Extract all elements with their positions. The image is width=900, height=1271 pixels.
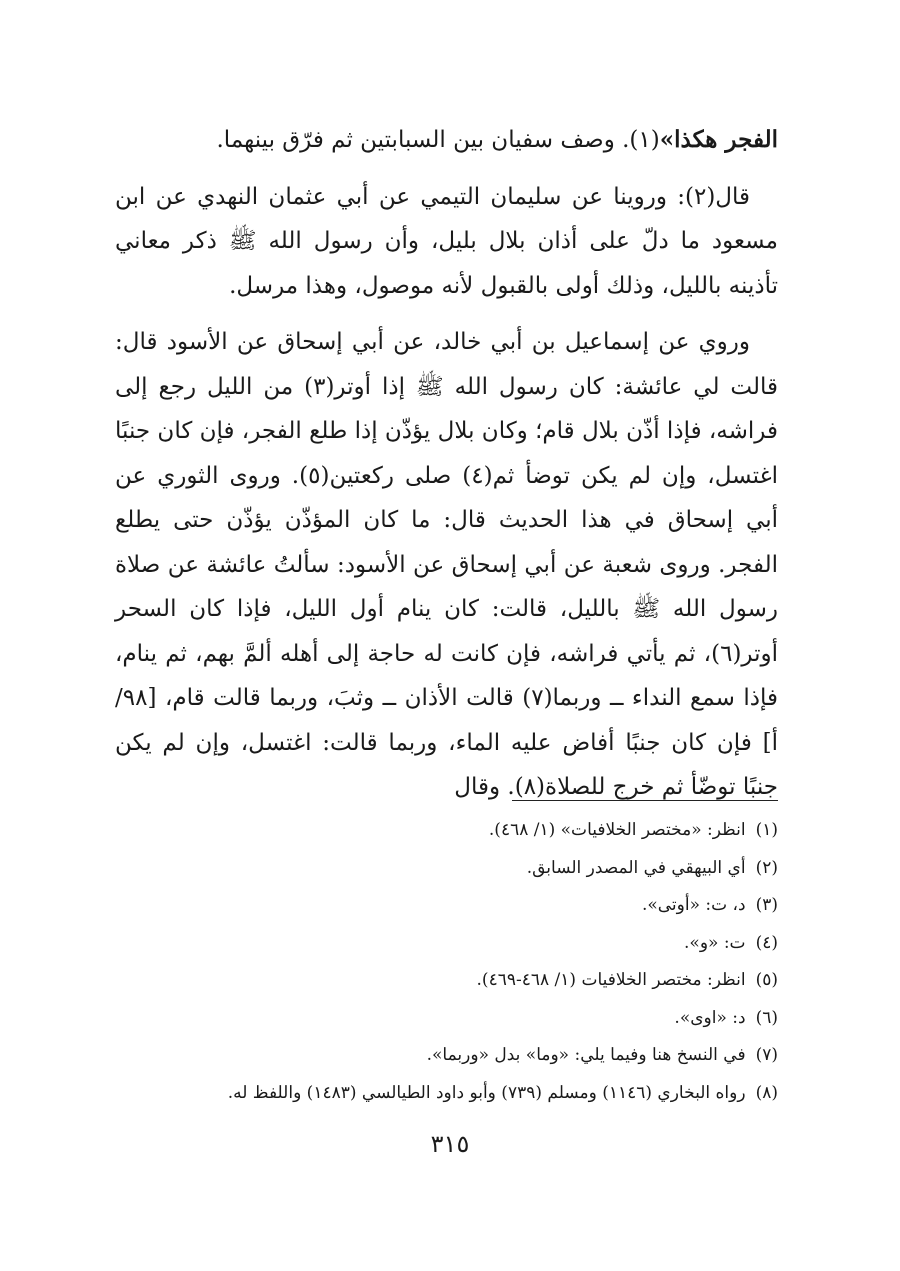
footnote-1 [115, 812, 778, 850]
footnote-separator [512, 800, 778, 801]
paragraph-1-bold-lead: الفجر هكذا» [659, 126, 778, 153]
footnote-8 [115, 1075, 778, 1113]
footnote-text: د، ت: «أوتى». [641, 895, 746, 915]
footnote-7 [115, 1037, 778, 1075]
paragraph-3: وروي عن إسماعيل بن أبي خالد، عن أبي إسحاق عن الأسود قال: قالت لي عائشة: كان رسول الله ﷺ إذا أوتر(٣) من الليل رجع إلى فراشه، فإذا أذّن بلال قام؛ وكان بلال يؤذّن إذا طلع الفجر، فإن كان جنبًا اغتسل، وإن لم يكن توضأ ثم(٤) صلى ركعتين(٥). وروى الثوري عن أبي إسحاق في هذا الحديث قال: ما كان المؤذّن يؤذّن حتى يطلع الفجر. وروى شعبة عن أبي إسحاق عن الأسود: سألتُ عائشة عن صلاة رسول الله ﷺ بالليل، قالت: كان ينام أول الليل، فإذا كان السحر أوتر(٦)، ثم يأتي فراشه، فإن كانت له حاجة إلى أهله ألمَّ بهم، ثم ينام، فإذا سمع النداء ــ وربما(٧) قالت الأذان ــ وثبَ، وربما قالت قام، [٩٨/ أ] فإن كان جنبًا أفاض عليه الماء، وربما قالت: اغتسل، وإن لم يكن جنبًا توضّأ ثم خرج للصلاة(٨). وقال [115, 329, 779, 800]
footnote-5 [115, 962, 778, 1000]
paragraph-2: قال(٢): وروينا عن سليمان التيمي عن أبي عثمان النهدي عن ابن مسعود ما دلّ على أذان بلال بليل، وأن رسول الله ﷺ ذكر معاني تأذينه بالليل، وذلك أولى بالقبول لأنه موصول، وهذا مرسل. [115, 183, 778, 299]
footnote-text: في النسخ هنا وفيما يلي: «وما» بدل «وربما». [426, 1045, 746, 1065]
footnote-3 [115, 887, 778, 925]
footnote-number: (٧) [755, 1045, 778, 1065]
footnote-6 [115, 1000, 778, 1038]
footnote-number: (٦) [755, 1007, 778, 1028]
footnote-number: (٤) [755, 932, 778, 953]
footnote-number: (١) [755, 820, 778, 840]
page-number: ٣١٥ [430, 1130, 470, 1158]
main-text [115, 118, 778, 822]
footnote-4 [115, 925, 778, 963]
footnote-text: د: «اوى». [674, 1007, 746, 1028]
footnote-number: (٥) [755, 970, 778, 990]
footnote-number: (٢) [755, 857, 778, 878]
paragraph-1 [115, 118, 778, 163]
footnote-text: ت: «و». [684, 932, 746, 953]
footnote-number: (٣) [755, 895, 778, 915]
footnote-text: أي البيهقي في المصدر السابق. [526, 857, 746, 878]
footnote-text: انظر: «مختصر الخلافيات» (١/ ٤٦٨). [488, 820, 746, 840]
footnote-2 [115, 850, 778, 888]
footnote-text: رواه البخاري (١١٤٦) ومسلم (٧٣٩) وأبو داود الطيالسي (١٤٨٣) واللفظ له. [227, 1082, 746, 1103]
footnote-number: (٨) [755, 1082, 778, 1103]
paragraph-1-text: (١). وصف سفيان بين السبابتين ثم فرّق بينهما. [216, 127, 660, 153]
footnotes [115, 812, 778, 1112]
footnote-text: انظر: مختصر الخلافيات (١/ ٤٦٨-٤٦٩). [476, 970, 746, 990]
